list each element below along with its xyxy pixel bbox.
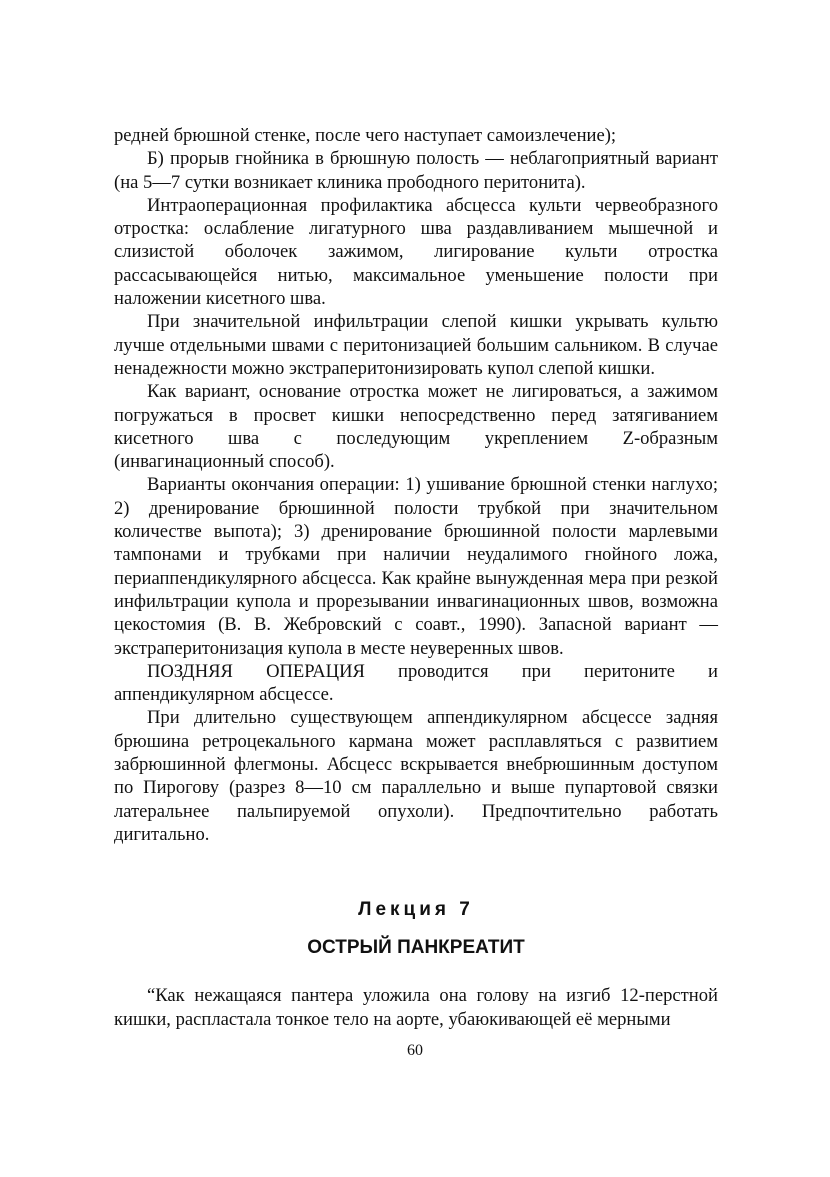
- paragraph-abscess-rupture: Б) прорыв гнойника в брюшную полость — неблагоприятный вариант (на 5—7 сутки возникает клиника прободного перитонита).: [114, 148, 718, 193]
- page-body: [114, 124, 718, 1031]
- paragraph-invagination: Как вариант, основание отростка может не лигироваться, а зажимом погружаться в просвет кишки непосредственно перед затягиванием кисетного шва с последующим укреплением Z-образным (инвагинационный способ).: [114, 381, 718, 473]
- paragraph-prophylaxis: Интраоперационная профилактика абсцесса культи червеобразного отростка: ослабление лигатурного шва раздавливанием мышечной и слизистой оболочек зажимом, лигирование культи отростка рассасывающейся нитью, максимальное уменьшение полости при наложении кисетного шва.: [114, 194, 718, 310]
- epigraph-quote: “Как нежащаяся пантера уложила она голову на изгиб 12-перстной кишки, распластала тонкое тело на аорте, убаюкивающей её мерными: [114, 985, 718, 1030]
- paragraph-continuation: редней брюшной стенке, после чего наступает самоизлечение);: [114, 125, 617, 146]
- lecture-number-heading: Лекция 7: [358, 899, 474, 921]
- paragraph-operation-endings: Варианты окончания операции: 1) ушивание брюшной стенки наглухо; 2) дренирование брюшинной полости трубкой при значительном количестве выпота); 3) дренирование брюшинной полости марлевыми тампонами и трубками при наличии неудалимого гнойного ложа, периаппендикулярного абсцесса. Как крайне вынужденная мера при резкой инфильтрации купола и прорезывании инвагинационных швов, возможна цекостомия (В. В. Жебровский с соавт., 1990). Запасной вариант — экстраперитонизация купола в месте неуверенных швов.: [114, 474, 718, 659]
- paragraph-infiltration: При значительной инфильтрации слепой кишки укрывать культю лучше отдельными швами с перитонизацией большим сальником. В случае ненадежности можно экстраперитонизировать купол слепой кишки.: [114, 311, 718, 379]
- page-number: 60: [407, 1042, 423, 1059]
- paragraph-appendicular-abscess: При длительно существующем аппендикулярном абсцессе задняя брюшина ретроцекального кармана может расплавляться с развитием забрюшинной флегмоны. Абсцесс вскрывается внебрюшинным доступом по Пирогову (разрез 8—10 см параллельно и выше пупартовой связки латеральнее пальпируемой опухоли). Предпочтительно работать дигитально.: [114, 707, 718, 845]
- lecture-title-heading: ОСТРЫЙ ПАНКРЕАТИТ: [307, 937, 525, 959]
- paragraph-late-operation: ПОЗДНЯЯ ОПЕРАЦИЯ проводится при перитоните и аппендикулярном абсцессе.: [114, 660, 718, 706]
